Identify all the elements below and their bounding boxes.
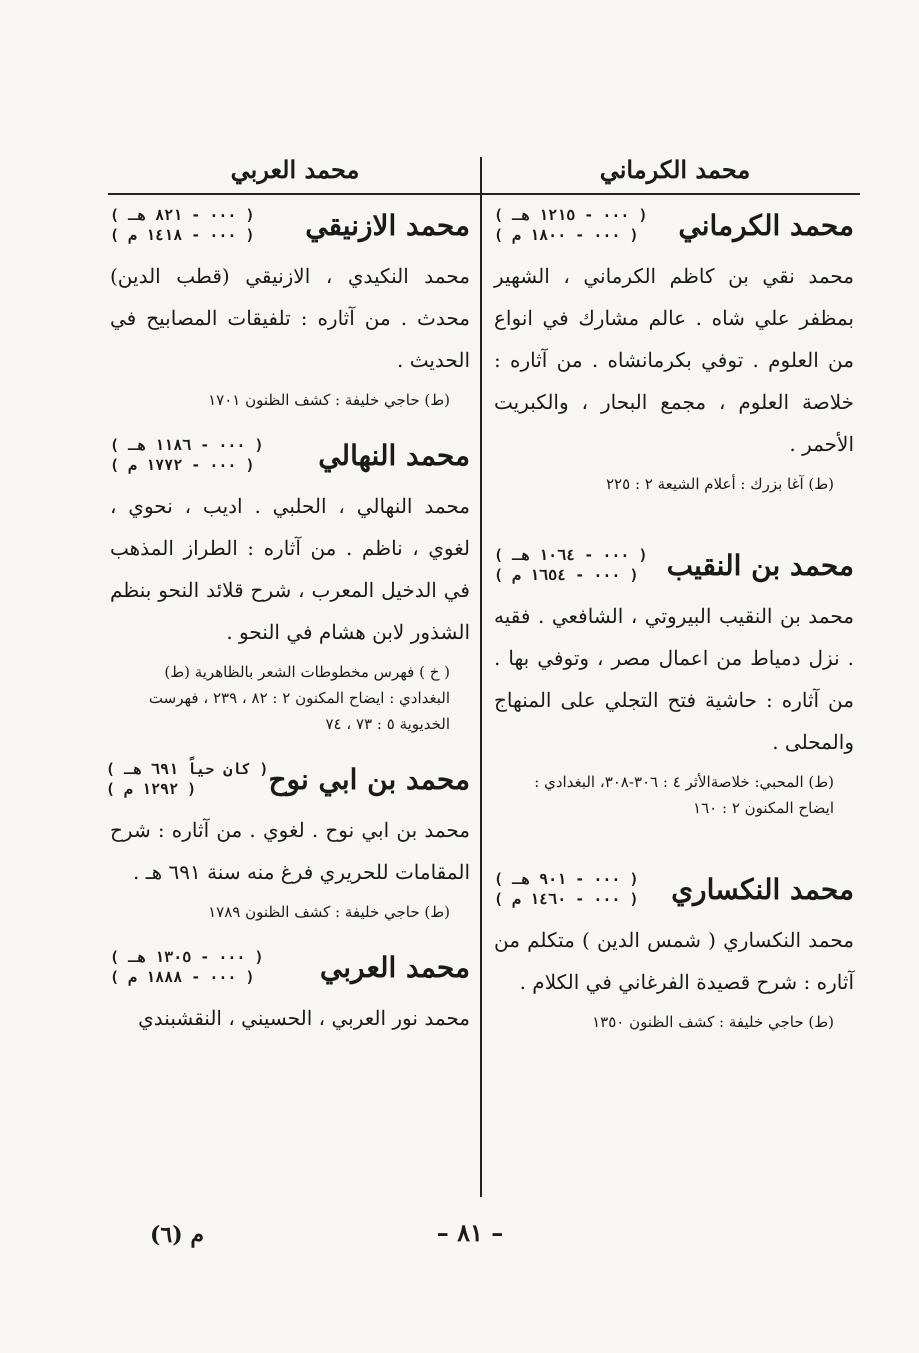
column-divider (480, 157, 482, 1197)
running-header-left: محمد العربي (230, 155, 360, 184)
entry-body: محمد بن ابي نوح . لغوي . من آثاره : شرح المقامات للحريري فرغ منه سنة ٦٩١ هـ . (110, 818, 470, 884)
dates-gregorian: ( ٠٠٠ - ١٨٨٨ م ) (110, 968, 255, 986)
dates-hijri: ( كان حياً ٦٩١ هـ ) (105, 760, 269, 778)
entry-source: (ط) المحبي: خلاصةالأثر ٤ : ٣٠٦-٣٠٨، البغدادي : ايضاح المكنون ٢ : ١٦٠ (534, 773, 834, 817)
dates-hijri: ( ٠٠٠ - ١٠٦٤ هـ ) (494, 546, 648, 564)
entry-heading (494, 205, 854, 245)
entry-dates (110, 205, 255, 245)
entry-name: محمد النهالي (318, 438, 470, 472)
dates-hijri: ( ٠٠٠ - ١١٨٦ هـ ) (110, 436, 264, 454)
entry (494, 545, 854, 821)
entry-dates (494, 205, 648, 245)
entry-name: محمد الازنيقي (305, 208, 470, 242)
entry-heading (110, 205, 470, 245)
left-column (105, 205, 470, 1061)
dates-gregorian: ( ٠٠٠ - ١٧٧٢ م ) (110, 456, 255, 474)
dates-gregorian: ( ٠٠٠ - ١٨٠٠ م ) (494, 226, 639, 244)
entry (110, 435, 470, 737)
entry-source: (ط) آغا بزرك : أعلام الشيعة ٢ : ٢٢٥ (606, 475, 834, 493)
entry-source: ( خ ) فهرس مخطوطات الشعر بالظاهرية (ط) البغدادي : ايضاح المكنون ٢ : ٨٢ ، ٢٣٩ ، فهرست الخديوية ٥ : ٧٣ ، ٧٤ (148, 663, 450, 733)
entry-source: (ط) حاجي خليفة : كشف الظنون ١٣٥٠ (592, 1013, 834, 1031)
entry-body: محمد النكيدي ، الازنيقي (قطب الدين) محدث . من آثاره : تلفيقات المصابيح في الحديث . (110, 264, 470, 372)
dates-gregorian: ( ٠٠٠ - ١٤١٨ م ) (110, 226, 255, 244)
entry-heading (494, 869, 854, 909)
entry-name: محمد العربي (319, 950, 470, 984)
entry (105, 759, 470, 925)
entry-body: محمد نقي بن كاظم الكرماني ، الشهير بمظفر علي شاه . عالم مشارك في انواع من العلوم . توفي بكرمانشاه . من آثاره : خلاصة العلوم ، مجمع البحار ، والكبريت الأحمر . (494, 264, 854, 456)
entry (494, 205, 854, 497)
entry-heading (494, 545, 854, 585)
page-number: – ٨١ – (436, 1218, 504, 1247)
right-column (494, 205, 854, 1057)
entry-heading (110, 435, 470, 475)
dates-hijri: ( ٠٠٠ - ١٢١٥ هـ ) (494, 206, 648, 224)
entry-dates (110, 435, 264, 475)
entry-body: محمد نور العربي ، الحسيني ، النقشبندي (138, 1006, 470, 1030)
dates-hijri: ( ٠٠٠ - ١٣٠٥ هـ ) (110, 948, 264, 966)
entry-heading (105, 759, 470, 799)
entry-body: محمد النهالي ، الحلبي . اديب ، نحوي ، لغوي ، ناظم . من آثاره : الطراز المذهب في الدخيل المعرب ، شرح قلائد النحو بنظم الشذور لابن هشام في النحو . (110, 494, 470, 644)
entry-name: محمد بن ابي نوح (268, 762, 470, 796)
dates-gregorian: ( ٠٠٠ - ١٦٥٤ م ) (494, 566, 639, 584)
entry-body: محمد بن النقيب البيروتي ، الشافعي . فقيه . نزل دمياط من اعمال مصر ، وتوفي بها . من آثاره : حاشية فتح التجلي على المنهاج والمحلى . (494, 604, 854, 754)
entry-source: (ط) حاجي خليفة : كشف الظنون ١٧٨٩ (208, 903, 450, 921)
entry-name: محمد بن النقيب (666, 548, 854, 582)
entry (110, 947, 470, 1039)
entry-heading (110, 947, 470, 987)
entry-name: محمد النكساري (671, 872, 854, 906)
entry (110, 205, 470, 413)
entry-dates (106, 759, 269, 799)
entry-dates (110, 947, 264, 987)
dates-hijri: ( ٠٠٠ - ٨٢١ هـ ) (110, 206, 255, 224)
dates-gregorian: ( ١٢٩٢ م ) (105, 780, 197, 798)
entry-body: محمد النكساري ( شمس الدين ) متكلم من آثاره : شرح قصيدة الفرغاني في الكلام . (494, 928, 854, 994)
dates-gregorian: ( ٠٠٠ - ١٤٦٠ م ) (494, 890, 639, 908)
entry-dates (494, 545, 648, 585)
entry-name: محمد الكرماني (678, 208, 854, 242)
entry-source: (ط) حاجي خليفة : كشف الظنون ١٧٠١ (208, 391, 450, 409)
header-rule (108, 193, 860, 195)
entry-dates (494, 869, 639, 909)
dates-hijri: ( ٠٠٠ - ٩٠١ هـ ) (494, 870, 639, 888)
signature-mark: م (٦) (150, 1222, 204, 1248)
running-header-right: محمد الكرماني (599, 155, 751, 184)
entry (494, 869, 854, 1035)
